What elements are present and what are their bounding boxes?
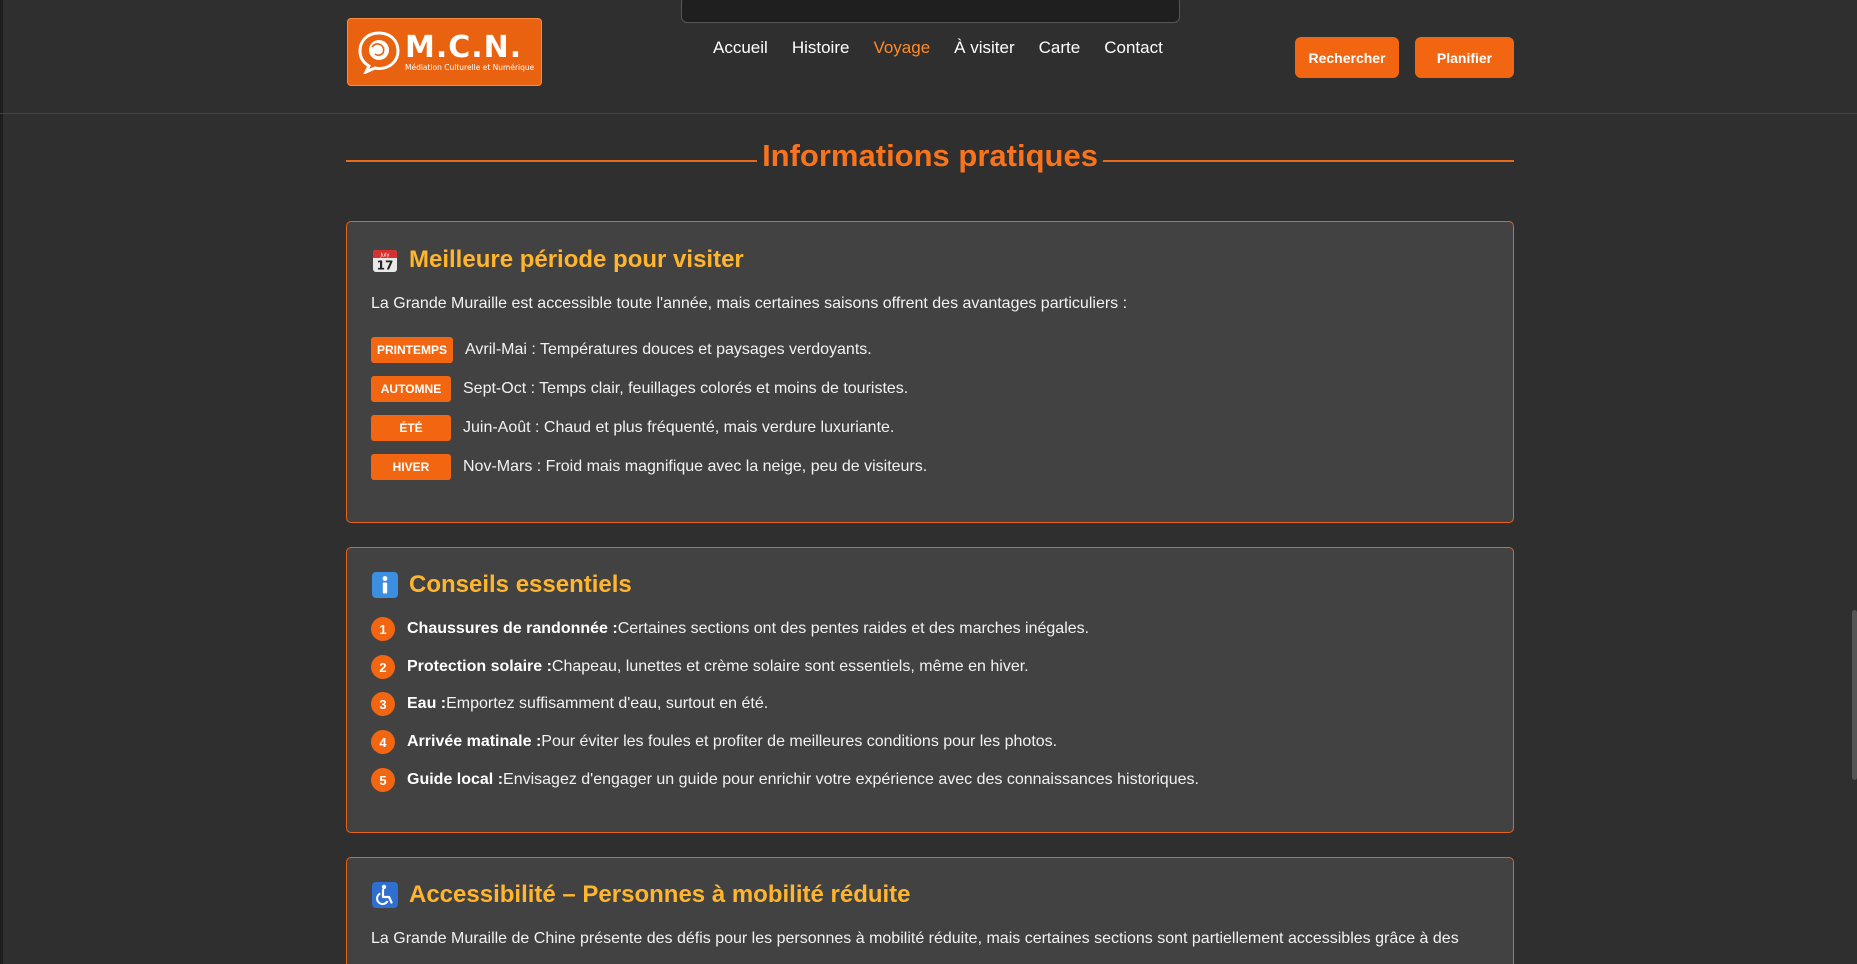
nav-voyage[interactable]: Voyage xyxy=(873,38,931,57)
tip-number: 4 xyxy=(371,730,395,754)
tip-number: 1 xyxy=(371,617,395,641)
best-period-title: Meilleure période pour visiter xyxy=(409,246,744,273)
accessibility-card xyxy=(346,857,1514,964)
tips-title: Conseils essentiels xyxy=(409,571,632,598)
site-logo[interactable] xyxy=(347,18,542,86)
tip-label: Protection solaire : xyxy=(407,658,552,675)
season-text: Avril-Mai : Températures douces et paysages verdoyants. xyxy=(465,341,872,358)
section-heading xyxy=(346,128,1514,184)
tip-item xyxy=(371,655,1029,679)
tip-text: Envisagez d'engager un guide pour enrichir votre expérience avec des connaissances historiques. xyxy=(503,771,1199,788)
season-item xyxy=(371,376,908,402)
tip-label: Eau : xyxy=(407,695,447,712)
best-period-card xyxy=(346,221,1514,523)
main-nav xyxy=(713,38,1163,58)
logo-title: M.C.N. xyxy=(405,29,523,65)
accessibility-text: La Grande Muraille de Chine présente des défis pour les personnes à mobilité réduite, mais certaines sections sont partiellement accessibles grâce à des xyxy=(371,930,1459,947)
season-text: Nov-Mars : Froid mais magnifique avec la neige, peu de visiteurs. xyxy=(463,458,928,475)
season-text: Juin-Août : Chaud et plus fréquenté, mais verdure luxuriante. xyxy=(463,419,895,436)
tip-text: Pour éviter les foules et profiter de meilleures conditions pour les photos. xyxy=(541,733,1058,750)
season-badge: ÉTÉ xyxy=(371,415,451,441)
calendar-month: July xyxy=(380,252,390,259)
calendar-icon xyxy=(371,246,399,274)
tip-text: Certaines sections ont des pentes raides et des marches inégales. xyxy=(617,620,1090,637)
page-scrollbar[interactable] xyxy=(1852,610,1857,780)
nav-contact[interactable]: Contact xyxy=(1104,38,1163,57)
tip-text: Chapeau, lunettes et crème solaire sont essentiels, même en hiver. xyxy=(551,658,1029,675)
tip-item xyxy=(371,617,1089,641)
info-icon xyxy=(371,571,399,599)
best-period-intro: La Grande Muraille est accessible toute l'année, mais certaines saisons offrent des avantages particuliers : xyxy=(371,295,1128,312)
tip-item xyxy=(371,768,1199,792)
tip-number: 2 xyxy=(371,655,395,679)
tip-label: Arrivée matinale : xyxy=(407,733,542,750)
heading-divider-right xyxy=(1103,160,1514,162)
tip-number: 5 xyxy=(371,768,395,792)
page-section-title: Informations pratiques xyxy=(762,138,1098,173)
tip-number: 3 xyxy=(371,692,395,716)
season-text: Sept-Oct : Temps clair, feuillages colorés et moins de touristes. xyxy=(463,380,909,397)
nav-carte[interactable]: Carte xyxy=(1038,38,1081,57)
season-item xyxy=(371,415,894,441)
season-badge: AUTOMNE xyxy=(371,376,451,402)
window-edge xyxy=(0,0,3,964)
tip-label: Chaussures de randonnée : xyxy=(407,620,618,637)
tip-item xyxy=(371,730,1057,754)
logo-speech-bubble-icon xyxy=(357,30,401,74)
accessibility-title: Accessibilité – Personnes à mobilité réduite xyxy=(409,881,911,908)
season-badge: PRINTEMPS xyxy=(371,337,453,363)
nav-accueil[interactable]: Accueil xyxy=(713,38,768,57)
calendar-day: 17 xyxy=(376,258,394,273)
season-item xyxy=(371,454,927,480)
tips-card xyxy=(346,547,1514,833)
nav-histoire[interactable]: Histoire xyxy=(791,38,850,57)
floating-panel xyxy=(681,0,1180,23)
tip-text: Emportez suffisamment d'eau, surtout en été. xyxy=(446,695,769,712)
search-button[interactable]: Rechercher xyxy=(1295,37,1399,78)
wheelchair-icon xyxy=(371,881,399,909)
season-item xyxy=(371,337,872,363)
logo-subtitle: Médiation Culturelle et Numérique xyxy=(405,62,535,72)
nav-a-visiter[interactable]: À visiter xyxy=(954,38,1015,57)
plan-button[interactable]: Planifier xyxy=(1415,37,1514,78)
tip-item xyxy=(371,692,768,716)
tip-label: Guide local : xyxy=(407,771,504,788)
season-badge: HIVER xyxy=(371,454,451,480)
